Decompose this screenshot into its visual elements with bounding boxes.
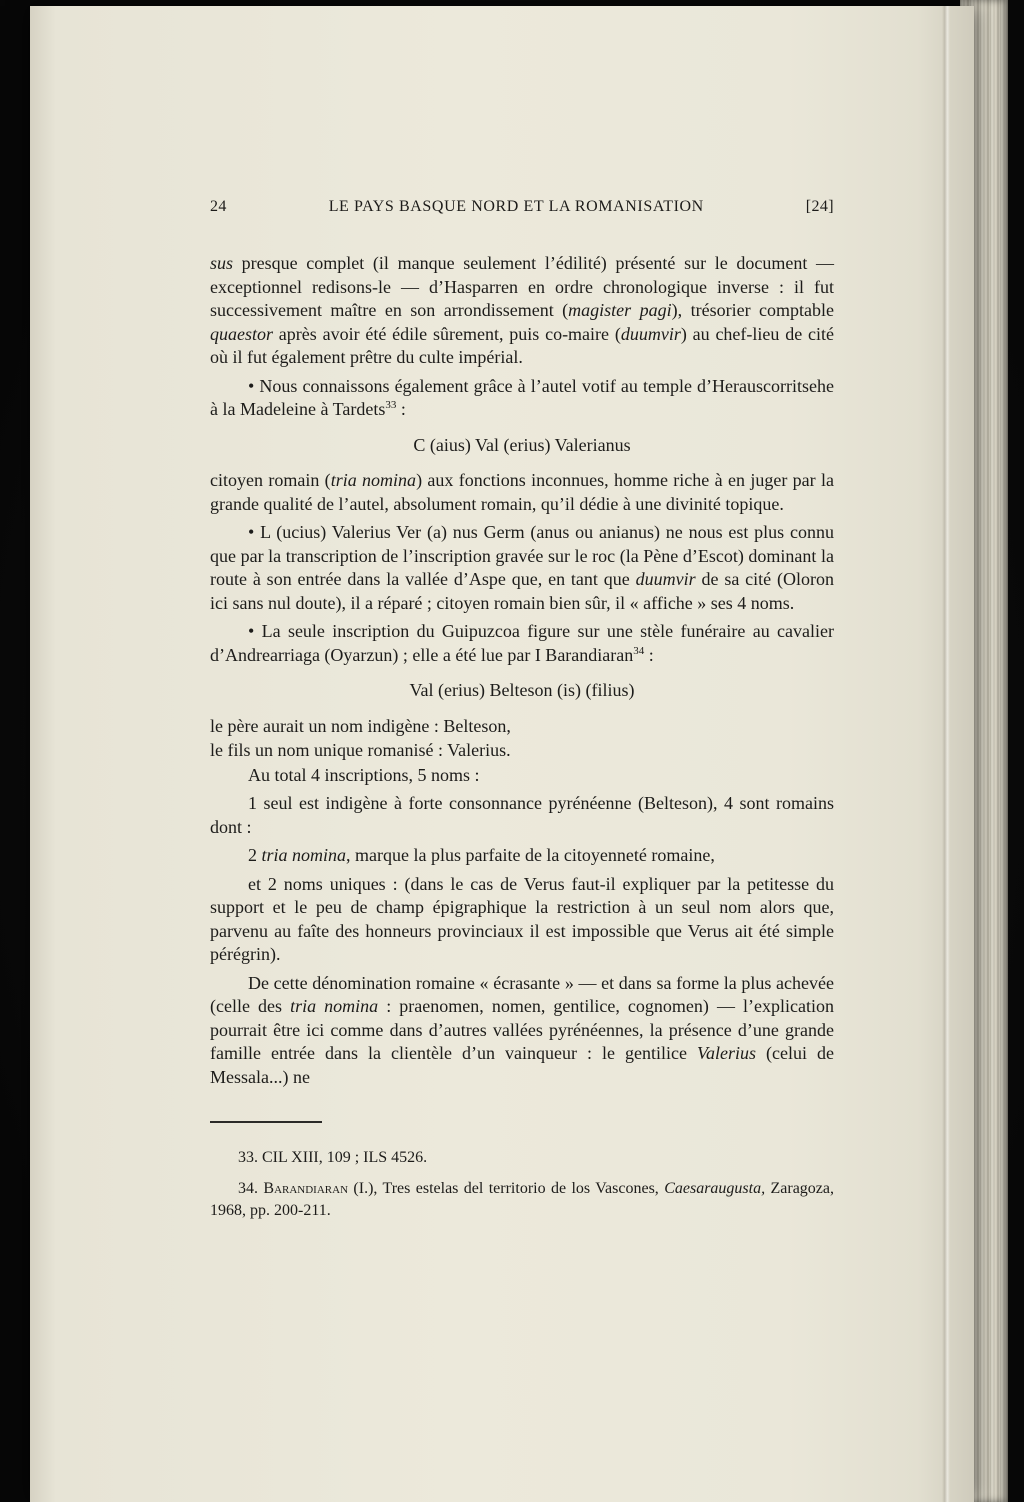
- inscription-line: [210, 679, 834, 703]
- text-run: Val (erius) Belteson (is) (filius): [409, 680, 635, 700]
- paragraph: [210, 715, 834, 739]
- text-run: ), trésorier comptable: [671, 300, 834, 320]
- text-run: • Nous connaissons également grâce à l’autel votif au temple d’Herauscorritsehe à la Madeleine à Tardets: [210, 375, 834, 419]
- footnote-divider: [210, 1121, 322, 1123]
- footnotes: [210, 1147, 834, 1222]
- page-content: [210, 252, 834, 1089]
- inscription-line: [210, 434, 834, 458]
- book-page: [30, 6, 974, 1502]
- text-run: le père aurait un nom indigène : Belteson,: [210, 715, 511, 736]
- paragraph: [210, 469, 834, 516]
- text-run: 1 seul est indigène à forte consonnance pyrénéenne (Belteson), 4 sont romains dont :: [210, 793, 834, 837]
- paragraph: [210, 972, 834, 1090]
- page-number-left: 24: [210, 198, 227, 215]
- text-run: magister pagi: [568, 300, 672, 320]
- text-run: tria nomina: [261, 845, 347, 865]
- running-title: LE PAYS BASQUE NORD ET LA ROMANISATION: [328, 198, 704, 215]
- text-run: Au total 4 inscriptions, 5 noms :: [248, 764, 480, 785]
- paragraph: [210, 375, 834, 422]
- text-run: et 2 noms uniques : (dans le cas de Verus faut-il expliquer par la petitesse du support et le peu de champ épigraphique la restriction à un seul nom alors que, parvenu au faîte des honneurs provinciaux il est impossible que Verus ait été simple pérégrin).: [210, 873, 834, 964]
- text-run: Valerius: [696, 1043, 756, 1063]
- text-run: (I.), Tres estelas del territorio de los Vascones,: [348, 1180, 665, 1197]
- paragraph: [210, 792, 834, 839]
- paragraph: [210, 764, 834, 788]
- paragraph: [210, 844, 834, 868]
- text-run: , marque la plus parfaite de la citoyenneté romaine,: [346, 845, 715, 865]
- footnote-reference: 33: [385, 399, 397, 411]
- text-run: de sa cité (Oloron ici sans nul doute), il a réparé ; citoyen romain bien sûr, il « affiche » ses 4 noms.: [210, 569, 835, 613]
- text-run: ) aux fonctions inconnues, homme riche à en juger par la grande qualité de l’autel, absolument romain, qu’il dédie à une divinité topique.: [210, 470, 835, 514]
- text-run: tria nomina: [290, 996, 379, 1016]
- text-run: quaestor: [210, 323, 273, 344]
- text-run: :: [644, 644, 654, 665]
- text-run: après avoir été édile sûrement, puis co-maire (: [273, 323, 621, 344]
- text-run: le fils un nom unique romanisé : Valerius.: [210, 740, 511, 760]
- text-run: 33. CIL XIII, 109 ; ILS 4526.: [238, 1149, 428, 1166]
- paragraph: [210, 252, 834, 370]
- text-run: presque complet (il manque seulement l’édilité) présenté sur le document — exceptionnel redisons-le — d’Hasparren en ordre chronologique inverse : il fut successivement maître en son arrondissement (: [210, 253, 834, 320]
- footnote-reference: 34: [633, 644, 645, 657]
- text-run: duumvir: [620, 323, 681, 344]
- footnote: [210, 1147, 834, 1169]
- text-run: duumvir: [635, 569, 696, 589]
- page-number-right: [24]: [805, 198, 834, 215]
- text-run: C (aius) Val (erius) Valerianus: [413, 434, 631, 455]
- text-run: : praenomen, nomen, gentilice, cognomen) — l’explication pourrait être ici comme dans d’autres vallées pyrénéennes, la présence d’une grande famille entrée dans la clientèle d’un vainqueur : le gentilice: [210, 996, 834, 1063]
- text-run: citoyen romain (: [210, 470, 331, 490]
- text-run: tria nomina: [330, 470, 417, 490]
- footnotes-block: [210, 1121, 834, 1222]
- footnote: [210, 1178, 834, 1222]
- text-run: 2: [248, 845, 262, 865]
- text-run: • L (ucius) Valerius Ver (a) nus Germ (anus ou anianus) ne nous est plus connu que par la transcription de l’inscription gravée sur le roc (la Pène d’Escot) dominant la route à son entrée dans la vallée d’Aspe que, en tant que: [210, 522, 834, 589]
- text-run: sus: [210, 253, 234, 273]
- text-run: Barandiaran: [263, 1180, 349, 1197]
- text-run: (celui de Messala...) ne: [210, 1043, 834, 1087]
- text-run: De cette dénomination romaine « écrasante » — et dans sa forme la plus achevée (celle des: [210, 972, 834, 1016]
- text-run: Caesaraugusta,: [664, 1180, 766, 1197]
- paragraph: [210, 620, 834, 667]
- text-run: :: [396, 399, 406, 419]
- page-header: [210, 198, 834, 216]
- paragraph: [210, 739, 834, 763]
- paragraph: [210, 873, 834, 967]
- text-run: Zaragoza, 1968, pp. 200-211.: [210, 1180, 834, 1219]
- text-run: 34.: [238, 1180, 264, 1197]
- text-block: [210, 198, 834, 1231]
- text-run: ) au chef-lieu de cité où il fut également prêtre du culte impérial.: [210, 323, 834, 367]
- text-run: • La seule inscription du Guipuzcoa figure sur une stèle funéraire au cavalier d’Andrearriaga (Oyarzun) ; elle a été lue par I Barandiaran: [210, 621, 834, 665]
- paragraph: [210, 521, 834, 615]
